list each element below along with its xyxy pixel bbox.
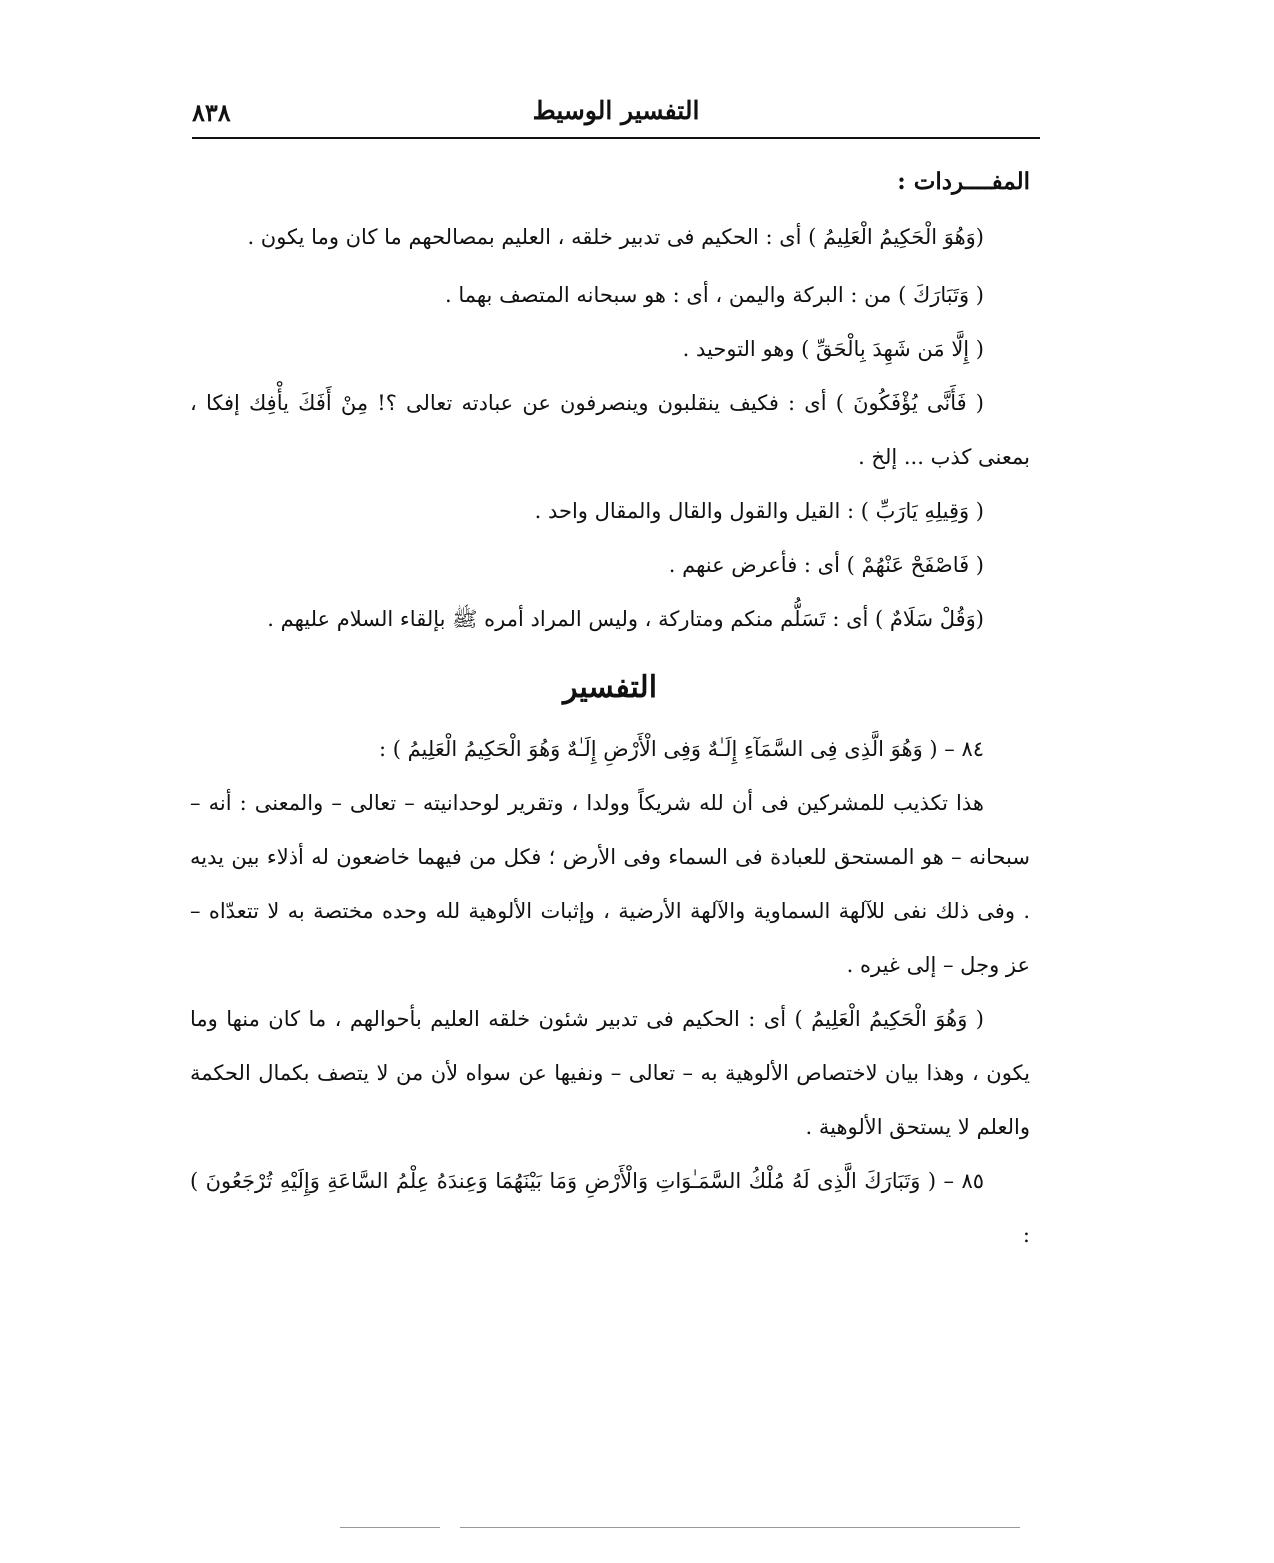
vocabulary-entry: ( فَاصْفَحْ عَنْهُمْ ) أى : فأعرض عنهم . [668,553,984,577]
verse-84: ٨٤ – ( وَهُوَ الَّذِى فِى السَّمَآءِ إِلَـٰهٌ وَفِى الْأَرْضِ إِلَـٰهٌ وَهُوَ الْحَكِيمُ الْعَلِيمُ ) : [378,737,984,761]
vocabulary-entry: ( فَأَنَّى يُؤْفَكُونَ ) أى : فكيف ينقلبون وينصرفون عن عبادته تعالى ؟! مِنْ أَفَكَ يأْفِك إفكا ، بمعنى كذب ... إلخ . [190,391,1030,469]
page-number: ٨٣٨ [192,98,231,127]
vocabulary-entry: (وَقُلْ سَلَامٌ ) أى : تَسَلُّم منكم ومتاركة ، وليس المراد أمره ﷺ بإلقاء السلام عليهم . [267,607,984,631]
vocabulary-entry: ( إِلَّا مَن شَهِدَ بِالْحَقِّ ) وهو التوحيد . [682,337,984,361]
page-body [190,160,1030,1262]
tafsir-paragraph: هذا تكذيب للمشركين فى أن لله شريكاً وولدا ، وتقرير لوحدانيته – تعالى – والمعنى : أنه – سبحانه – هو المستحق للعبادة فى السماء وفى الأرض ؛ فكل من فيهما خاضعون له أذلاء بين يديه . وفى ذلك نفى للآلهة السماوية والآلهة الأرضية ، وإثبات الألوهية لله وحده مختصة به لا تتعدّاه – عز وجل – إلى غيره . [190,791,1030,977]
book-title: التفسير الوسيط [532,96,700,125]
tafsir-paragraph: ( وَهُوَ الْحَكِيمُ الْعَلِيمُ ) أى : الحكيم فى تدبير شئون خلقه العليم بأحوالهم ، ما كان منها وما يكون ، وهذا بيان لاختصاص الألوهية به – تعالى – ونفيها عن سواه لأن من لا يتصف بكمال الحكمة والعلم لا يستحق الألوهية . [190,1007,1030,1139]
vocabulary-entry: ( وَتَبَارَكَ ) من : البركة واليمن ، أى : هو سبحانه المتصف بهما . [444,283,984,307]
vocabulary-entry: (وَهُوَ الْحَكِيمُ الْعَلِيمُ ) أى : الحكيم فى تدبير خلقه ، العليم بمصالحهم ما كان وما يكون . [247,225,984,249]
running-header [192,96,1040,136]
verse-85: ٨٥ – ( وَتَبَارَكَ الَّذِى لَهُ مُلْكُ السَّمَـٰوَاتِ وَالْأَرْضِ وَمَا بَيْنَهُمَا وَعِندَهُ عِلْمُ السَّاعَةِ وَإِلَيْهِ تُرْجَعُونَ ) : [190,1169,1030,1247]
tafsir-heading: التفسير [562,670,658,705]
footer-rules [330,1527,1030,1531]
footer-rule [340,1527,440,1528]
header-rule [192,137,1040,139]
vocabulary-entry: ( وَقِيلِهِ يَارَبِّ ) : القيل والقول والقال والمقال واحد . [534,499,984,523]
footer-rule [460,1527,1020,1528]
vocabulary-label: المفــــردات : [897,168,1030,195]
